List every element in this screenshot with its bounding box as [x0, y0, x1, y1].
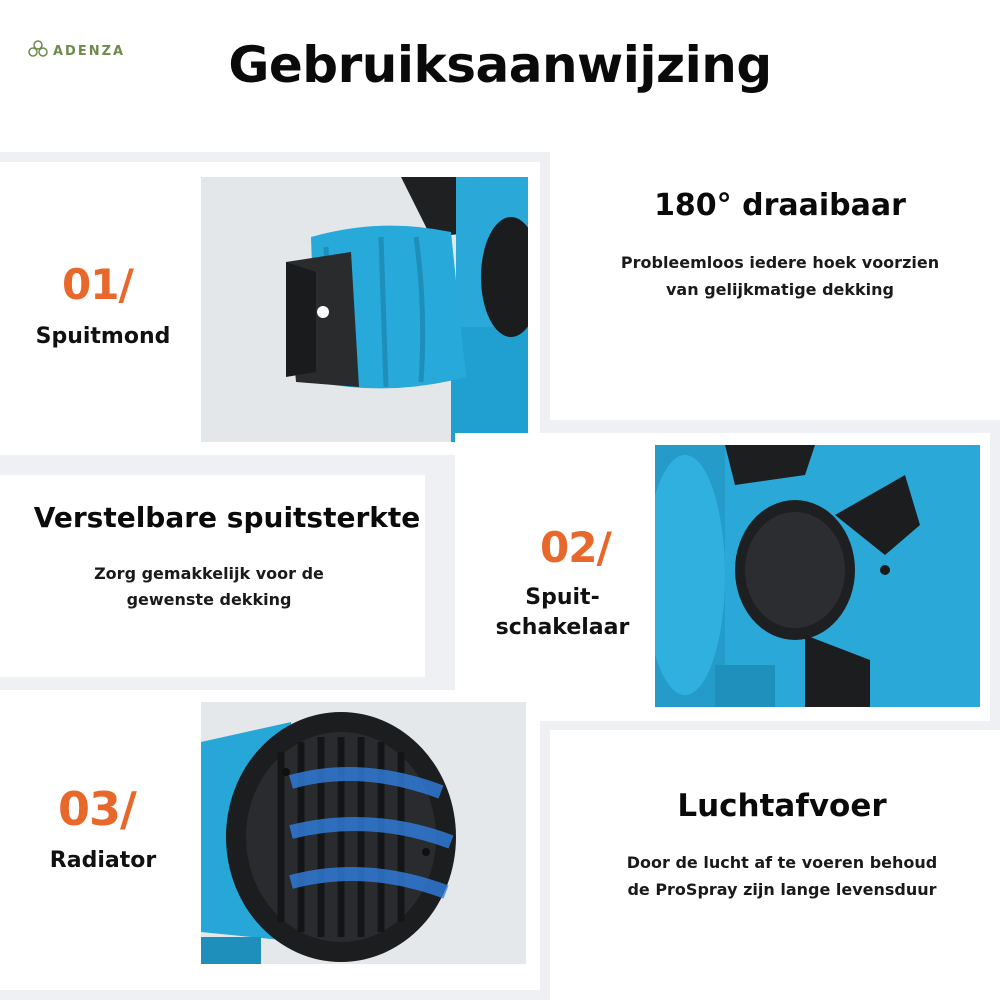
info-heading: Verstelbare spuitsterkte [33, 501, 421, 534]
radiator-photo [201, 702, 526, 964]
feature-card-spuitschakelaar [455, 433, 990, 721]
page-title: Gebruiksaanwijzing [228, 36, 772, 94]
info-card-spuitsterkte [0, 475, 425, 677]
info-description-line: Probleemloos iedere hoek voorzien [620, 253, 940, 272]
brand-name: ADENZA [53, 43, 126, 59]
feature-number: 03/ [58, 782, 136, 836]
info-card-luchtafvoer [552, 738, 1000, 988]
feature-number: 01/ [62, 260, 133, 309]
spray-nozzle-photo [201, 177, 528, 442]
feature-card-spuitmond [0, 162, 540, 455]
info-heading: 180° draaibaar [654, 188, 906, 223]
info-description-line: Door de lucht af te voeren behoud [626, 853, 938, 872]
feature-label: Spuitmond [35, 324, 171, 349]
feature-label: Radiator [49, 848, 157, 873]
info-description-line: gewenste dekking [126, 590, 292, 609]
info-description-line: de ProSpray zijn lange levensduur [627, 880, 937, 899]
info-heading: Luchtafvoer [677, 788, 887, 824]
feature-card-radiator [0, 690, 540, 990]
info-description-line: Zorg gemakkelijk voor de [94, 564, 324, 583]
feature-label-line: Spuit- [525, 585, 600, 610]
info-description-line: van gelijkmatige dekking [666, 280, 894, 299]
feature-number: 02/ [540, 523, 611, 572]
spray-switch-photo [655, 445, 980, 707]
feature-label-line: schakelaar [495, 615, 630, 640]
